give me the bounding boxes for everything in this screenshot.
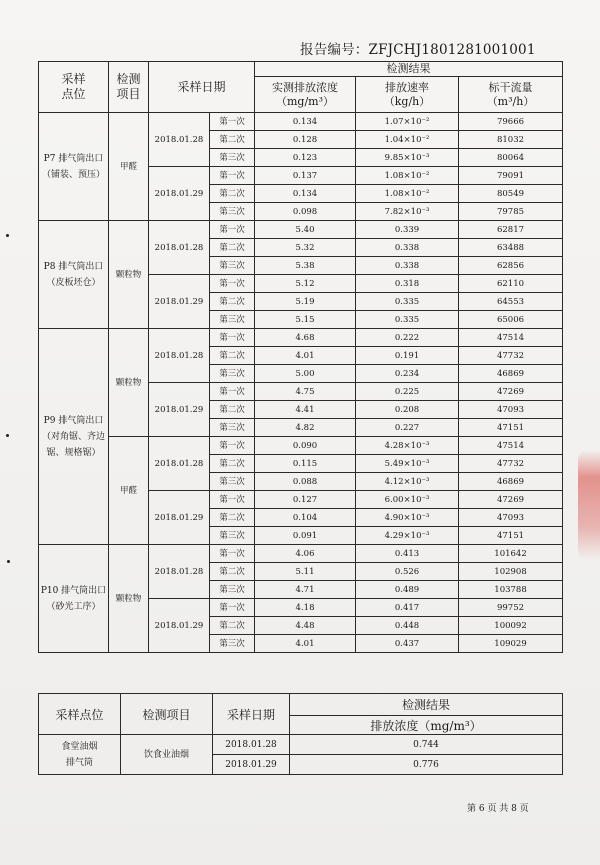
sample-number: 第一次 [210, 545, 255, 563]
sample-number: 第三次 [210, 203, 255, 221]
concentration-value: 0.127 [255, 491, 356, 509]
second-header-concentration: 排放浓度（mg/m³） [290, 716, 563, 735]
emission-rate-value: 6.00×10⁻³ [356, 491, 459, 509]
sampling-date: 2018.01.28 [149, 437, 210, 491]
flow-value: 65006 [459, 311, 563, 329]
sample-number: 第三次 [210, 365, 255, 383]
sampling-date: 2018.01.28 [149, 113, 210, 167]
flow-value: 79785 [459, 203, 563, 221]
sampling-date: 2018.01.29 [149, 491, 210, 545]
emission-rate-value: 1.07×10⁻² [356, 113, 459, 131]
sampling-location: P10 排气筒出口 （砂光工序） [39, 545, 109, 653]
concentration-value: 0.091 [255, 527, 356, 545]
table-row [39, 437, 563, 455]
emission-rate-value: 7.82×10⁻³ [356, 203, 459, 221]
table-row [39, 221, 563, 239]
concentration-value: 5.12 [255, 275, 356, 293]
sample-number: 第三次 [210, 149, 255, 167]
flow-value: 47732 [459, 347, 563, 365]
second-item: 饮食业油烟 [121, 735, 213, 775]
flow-value: 46869 [459, 365, 563, 383]
report-number: 报告编号：ZFJCHJ1801281001001 [300, 42, 536, 58]
sampling-date: 2018.01.29 [149, 167, 210, 221]
header-rate: 排放速率 （kg/h） [356, 77, 459, 113]
concentration-value: 5.38 [255, 257, 356, 275]
flow-value: 80549 [459, 185, 563, 203]
header-location: 采样 点位 [39, 62, 109, 113]
flow-value: 79666 [459, 113, 563, 131]
sample-number: 第二次 [210, 185, 255, 203]
emission-rate-value: 5.49×10⁻³ [356, 455, 459, 473]
test-item: 甲醛 [109, 113, 149, 221]
sample-number: 第一次 [210, 113, 255, 131]
emission-rate-value: 0.335 [356, 293, 459, 311]
header-results: 检测结果 [255, 62, 563, 77]
flow-value: 46869 [459, 473, 563, 491]
concentration-value: 4.48 [255, 617, 356, 635]
flow-value: 64553 [459, 293, 563, 311]
concentration-value: 5.40 [255, 221, 356, 239]
sample-number: 第二次 [210, 239, 255, 257]
emission-rate-value: 0.417 [356, 599, 459, 617]
concentration-value: 0.115 [255, 455, 356, 473]
concentration-value: 5.00 [255, 365, 356, 383]
flow-value: 62817 [459, 221, 563, 239]
emission-rate-value: 0.318 [356, 275, 459, 293]
concentration-value: 4.71 [255, 581, 356, 599]
concentration-value: 4.41 [255, 401, 356, 419]
cooking-fume-table [38, 693, 563, 775]
emission-rate-value: 4.90×10⁻³ [356, 509, 459, 527]
concentration-value: 0.090 [255, 437, 356, 455]
flow-value: 47093 [459, 509, 563, 527]
flow-value: 47732 [459, 455, 563, 473]
sampling-date: 2018.01.29 [149, 383, 210, 437]
binding-hole-mark [6, 434, 9, 437]
emission-rate-value: 0.222 [356, 329, 459, 347]
concentration-value: 0.134 [255, 113, 356, 131]
sample-number: 第一次 [210, 437, 255, 455]
concentration-value: 4.01 [255, 347, 356, 365]
concentration-value: 0.104 [255, 509, 356, 527]
flow-value: 47151 [459, 419, 563, 437]
sample-number: 第三次 [210, 527, 255, 545]
second-date-2: 2018.01.29 [213, 755, 290, 775]
test-item: 甲醛 [109, 437, 149, 545]
emission-rate-value: 0.234 [356, 365, 459, 383]
concentration-value: 0.088 [255, 473, 356, 491]
concentration-value: 5.19 [255, 293, 356, 311]
emission-rate-value: 0.489 [356, 581, 459, 599]
flow-value: 102908 [459, 563, 563, 581]
flow-value: 103788 [459, 581, 563, 599]
flow-value: 101642 [459, 545, 563, 563]
flow-value: 47514 [459, 329, 563, 347]
concentration-value: 4.82 [255, 419, 356, 437]
flow-value: 100092 [459, 617, 563, 635]
sampling-date: 2018.01.29 [149, 275, 210, 329]
sample-number: 第二次 [210, 563, 255, 581]
sample-number: 第三次 [210, 419, 255, 437]
sampling-date: 2018.01.29 [149, 599, 210, 653]
emission-rate-value: 0.335 [356, 311, 459, 329]
flow-value: 62856 [459, 257, 563, 275]
second-header-date: 采样日期 [213, 694, 290, 735]
test-item: 颗粒物 [109, 329, 149, 437]
header-concentration: 实测排放浓度 （mg/m³） [255, 77, 356, 113]
concentration-value: 4.06 [255, 545, 356, 563]
flow-value: 79091 [459, 167, 563, 185]
sample-number: 第二次 [210, 347, 255, 365]
binding-hole-mark [7, 560, 10, 563]
flow-value: 63488 [459, 239, 563, 257]
sampling-location: P8 排气筒出口 （皮板坯仓） [39, 221, 109, 329]
sample-number: 第三次 [210, 311, 255, 329]
flow-value: 109029 [459, 635, 563, 653]
header-item: 检测 项目 [109, 62, 149, 113]
emission-rate-value: 4.29×10⁻³ [356, 527, 459, 545]
emission-rate-value: 0.225 [356, 383, 459, 401]
concentration-value: 4.18 [255, 599, 356, 617]
concentration-value: 4.68 [255, 329, 356, 347]
second-location: 食堂油烟 排气筒 [39, 735, 121, 775]
emission-rate-value: 1.04×10⁻² [356, 131, 459, 149]
concentration-value: 0.134 [255, 185, 356, 203]
sample-number: 第二次 [210, 617, 255, 635]
header-date: 采样日期 [149, 62, 255, 113]
emission-rate-value: 9.85×10⁻³ [356, 149, 459, 167]
sample-number: 第一次 [210, 599, 255, 617]
emission-rate-value: 0.338 [356, 257, 459, 275]
test-item: 颗粒物 [109, 221, 149, 329]
second-header-results: 检测结果 [290, 694, 563, 716]
concentration-value: 4.75 [255, 383, 356, 401]
concentration-value: 0.098 [255, 203, 356, 221]
flow-value: 47514 [459, 437, 563, 455]
flow-value: 47151 [459, 527, 563, 545]
emission-rate-value: 0.526 [356, 563, 459, 581]
sample-number: 第二次 [210, 401, 255, 419]
concentration-value: 0.137 [255, 167, 356, 185]
test-item: 颗粒物 [109, 545, 149, 653]
flow-value: 47269 [459, 383, 563, 401]
emission-rate-value: 0.338 [356, 239, 459, 257]
sampling-location: P9 排气筒出口 （对角锯、齐边 锯、规格锯） [39, 329, 109, 545]
concentration-value: 5.32 [255, 239, 356, 257]
second-value-2: 0.776 [290, 755, 563, 775]
sampling-location: P7 排气筒出口 （铺装、预压） [39, 113, 109, 221]
flow-value: 47269 [459, 491, 563, 509]
sample-number: 第三次 [210, 635, 255, 653]
flow-value: 81032 [459, 131, 563, 149]
second-header-item: 检测项目 [121, 694, 213, 735]
sample-number: 第一次 [210, 167, 255, 185]
sampling-date: 2018.01.28 [149, 329, 210, 383]
sample-number: 第一次 [210, 221, 255, 239]
emission-rate-value: 0.448 [356, 617, 459, 635]
sample-number: 第三次 [210, 473, 255, 491]
flow-value: 80064 [459, 149, 563, 167]
emission-rate-value: 0.191 [356, 347, 459, 365]
flow-value: 47093 [459, 401, 563, 419]
concentration-value: 4.01 [255, 635, 356, 653]
emission-rate-value: 4.28×10⁻³ [356, 437, 459, 455]
table-row [39, 545, 563, 563]
emission-rate-value: 0.413 [356, 545, 459, 563]
concentration-value: 5.15 [255, 311, 356, 329]
second-value-1: 0.744 [290, 735, 563, 755]
sample-number: 第二次 [210, 455, 255, 473]
sample-number: 第二次 [210, 131, 255, 149]
emission-rate-value: 0.339 [356, 221, 459, 239]
sample-number: 第一次 [210, 383, 255, 401]
table-row [39, 329, 563, 347]
sample-number: 第三次 [210, 581, 255, 599]
sample-number: 第一次 [210, 329, 255, 347]
sample-number: 第一次 [210, 275, 255, 293]
sample-number: 第二次 [210, 509, 255, 527]
table-row [39, 113, 563, 131]
sample-number: 第三次 [210, 257, 255, 275]
emission-rate-value: 0.437 [356, 635, 459, 653]
concentration-value: 5.11 [255, 563, 356, 581]
second-date-1: 2018.01.28 [213, 735, 290, 755]
seal-stamp-fragment [578, 450, 600, 560]
emission-rate-value: 4.12×10⁻³ [356, 473, 459, 491]
flow-value: 99752 [459, 599, 563, 617]
page-footer: 第 6 页 共 8 页 [467, 804, 529, 814]
emission-results-body [39, 113, 563, 653]
second-header-location: 采样点位 [39, 694, 121, 735]
emission-rate-value: 1.08×10⁻² [356, 167, 459, 185]
header-flow: 标干流量 （m³/h） [459, 77, 563, 113]
emission-rate-value: 0.227 [356, 419, 459, 437]
emission-rate-value: 1.08×10⁻² [356, 185, 459, 203]
sample-number: 第二次 [210, 293, 255, 311]
concentration-value: 0.128 [255, 131, 356, 149]
binding-hole-mark [6, 234, 9, 237]
sampling-date: 2018.01.28 [149, 545, 210, 599]
emission-results-table [38, 61, 563, 653]
concentration-value: 0.123 [255, 149, 356, 167]
sampling-date: 2018.01.28 [149, 221, 210, 275]
emission-rate-value: 0.208 [356, 401, 459, 419]
sample-number: 第一次 [210, 491, 255, 509]
flow-value: 62110 [459, 275, 563, 293]
